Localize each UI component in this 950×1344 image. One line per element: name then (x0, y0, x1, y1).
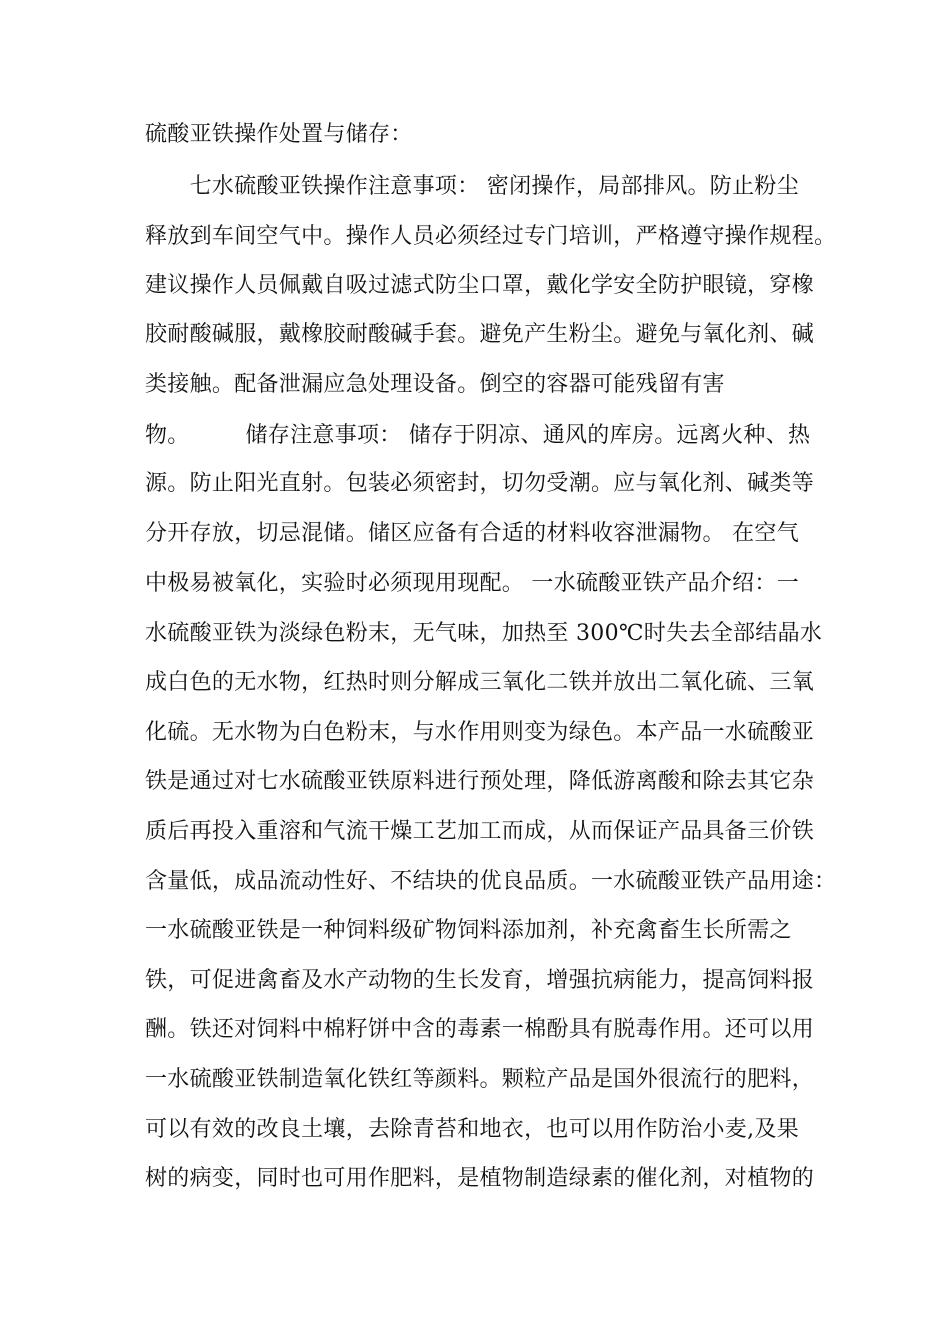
text-line: 建议操作人员佩戴自吸过滤式防尘口罩，戴化学安全防护眼镜，穿橡 (145, 273, 815, 298)
text-line: 源。防止阳光直射。包装必须密封，切勿受潮。应与氧化剂、碱类等 (145, 471, 815, 496)
text-line: 铁是通过对七水硫酸亚铁原料进行预处理，降低游离酸和除去其它杂 (145, 769, 815, 794)
text-line: 酬。铁还对饲料中棉籽饼中含的毒素一棉酚具有脱毒作用。还可以用 (145, 1017, 815, 1042)
text-line: 释放到车间空气中。操作人员必须经过专门培训，严格遵守操作规程。 (145, 224, 837, 249)
text-line: 水硫酸亚铁为淡绿色粉末，无气味，加热至 300℃时失去全部结晶水 (145, 621, 823, 646)
text-line: 含量低，成品流动性好、不结块的优良品质。一水硫酸亚铁产品用途： (145, 869, 837, 894)
text-line: 可以有效的改良土壤，去除青苔和地衣，也可以用作防治小麦,及果 (145, 1117, 799, 1142)
text-line: 成白色的无水物，红热时则分解成三氧化二铁并放出二氧化硫、三氧 (145, 670, 815, 695)
text-line: 分开存放，切忌混储。储区应备有合适的材料收容泄漏物。 在空气 (145, 521, 799, 546)
text-line: 一水硫酸亚铁是一种饲料级矿物饲料添加剂，补充禽畜生长所需之 (145, 918, 792, 943)
text-line: 中极易被氧化，实验时必须现用现配。 一水硫酸亚铁产品介绍：一 (145, 571, 799, 596)
text-line: 一水硫酸亚铁制造氧化铁红等颜料。颗粒产品是国外很流行的肥料， (145, 1067, 815, 1092)
text-line: 铁，可促进禽畜及水产动物的生长发育，增强抗病能力，提高饲料报 (145, 968, 815, 993)
section-heading: 硫酸亚铁操作处置与储存： (145, 122, 413, 147)
text-line: 类接触。配备泄漏应急处理设备。倒空的容器可能残留有害 (145, 372, 725, 397)
text-line: 化硫。无水物为白色粉末，与水作用则变为绿色。本产品一水硫酸亚 (145, 720, 815, 745)
text-line: 物。 储存注意事项： 储存于阴凉、通风的库房。远离火种、热 (145, 423, 811, 448)
text-line: 七水硫酸亚铁操作注意事项： 密闭操作，局部排风。防止粉尘 (145, 174, 799, 199)
text-line: 胶耐酸碱服，戴橡胶耐酸碱手套。避免产生粉尘。避免与氧化剂、碱 (145, 322, 815, 347)
text-line: 质后再投入重溶和气流干燥工艺加工而成，从而保证产品具备三价铁 (145, 819, 815, 844)
text-line: 树的病变，同时也可用作肥料，是植物制造绿素的催化剂，对植物的 (145, 1166, 815, 1191)
